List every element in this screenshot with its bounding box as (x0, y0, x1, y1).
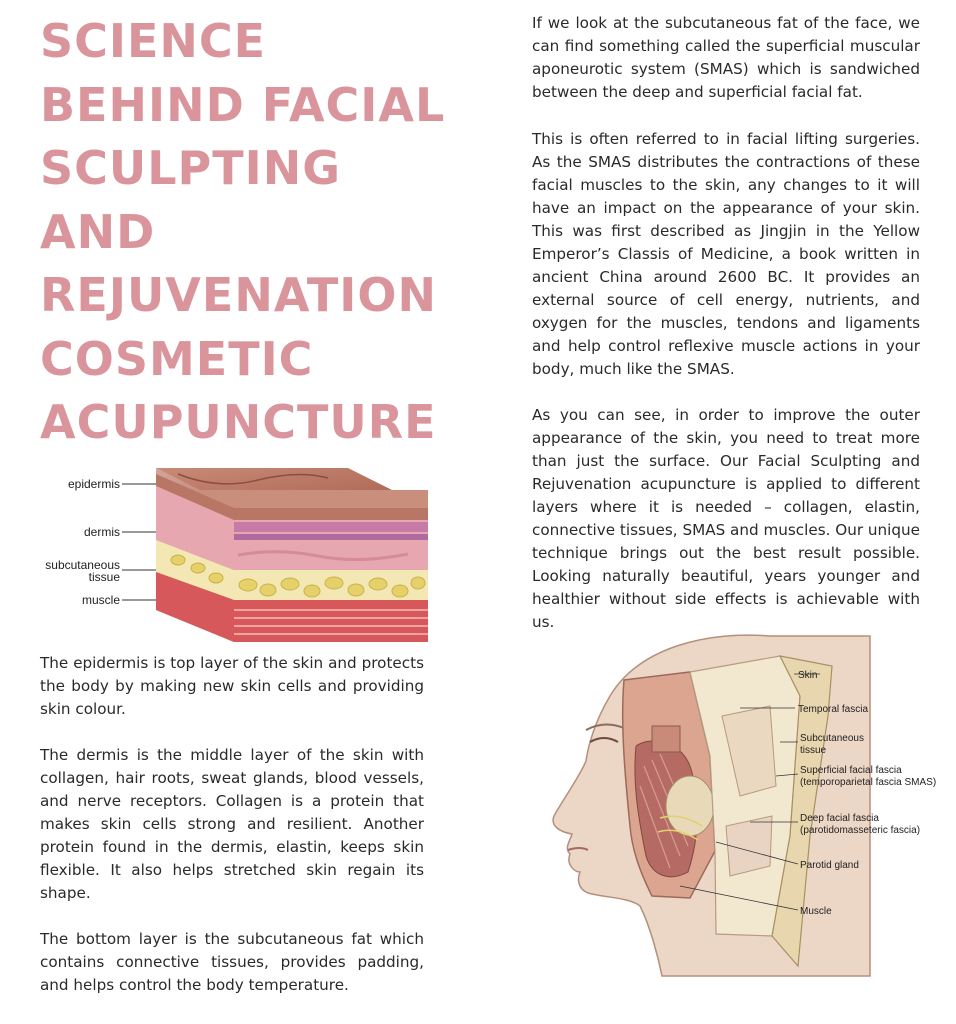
label-superficial-fascia: Superficial facial fascia (800, 765, 902, 776)
label-deep-fascia: Deep facial fascia (800, 813, 879, 824)
label-muscle: Muscle (800, 906, 832, 917)
title-line: ACUPUNCTURE (40, 395, 437, 449)
page-title (40, 10, 460, 455)
label-superficial-fascia-sub: (temporoparietal fascia SMAS) (800, 777, 937, 788)
title-line: BEHIND FACIAL (40, 77, 446, 132)
face-anatomy-diagram (540, 636, 937, 976)
label-deep-fascia-sub: (parotidomasseteric fascia) (800, 825, 921, 836)
label-subcutaneous-tissue: tissue (88, 570, 120, 584)
label-skin: Skin (798, 670, 818, 681)
jingjin-paragraph: This is often referred to in facial lifting surgeries. As the SMAS distributes the contractions of these facial muscles to the skin, any changes to it will have an impact on the appearance of your skin. This was first described as Jingjin in the Yellow Emperor’s Classis of Medicine, a book written in ancient China around 2600 BC. It provides an external source of cell energy, nutrients, and oxygen for the muscles, tendons and ligaments and help control reflexive muscle actions in your body, much like the SMAS. (532, 130, 920, 378)
label-temporal-fascia: Temporal fascia (798, 704, 869, 715)
label-muscle: muscle (81, 593, 120, 607)
label-subcutaneous-tissue: tissue (800, 745, 827, 756)
title-line: SCIENCE (40, 14, 267, 68)
smas-paragraph: If we look at the subcutaneous fat of the face, we can find something called the superficial muscular aponeurotic system (SMAS) which is sandwiched between the deep and superficial facial fat. (532, 14, 920, 101)
title-line: COSMETIC (40, 331, 314, 386)
title-line: AND (40, 204, 156, 259)
label-epidermis: epidermis (67, 477, 120, 491)
title-line: SCULPTING (40, 141, 342, 195)
subcutaneous-paragraph: The bottom layer is the subcutaneous fat which contains connective tissues, provides padding, and helps control the body temperature. (40, 930, 424, 994)
label-parotid-gland: Parotid gland (800, 860, 859, 871)
parotid-gland (666, 776, 714, 836)
treatment-paragraph: As you can see, in order to improve the outer appearance of the skin, you need to treat more than just the surface. Our Facial Sculpting and Rejuvenation acupuncture is applied to different layers where it is needed – collagen, elastin, connective tissues, SMAS and muscles. Our unique technique brings out the best result possible. Looking naturally beautiful, years younger and healthier without side effects is achievable with us. (532, 406, 921, 631)
dermis-paragraph: The dermis is the middle layer of the skin with collagen, hair roots, sweat glands, blood vessels, and nerve receptors. Collagen is a protein that makes skin cells strong and resilient. Another protein found in the dermis, elastin, keeps skin flexible. It also helps stretched skin regain its shape. (40, 746, 424, 902)
label-subcutaneous: subcutaneous (45, 558, 120, 572)
label-dermis: dermis (83, 525, 120, 539)
label-subcutaneous: Subcutaneous (800, 733, 864, 744)
title-line: REJUVENATION (40, 268, 437, 322)
skin-layers-diagram (28, 460, 438, 650)
epidermis-paragraph: The epidermis is top layer of the skin and protects the body by making new skin cells and providing skin colour. (40, 654, 424, 718)
